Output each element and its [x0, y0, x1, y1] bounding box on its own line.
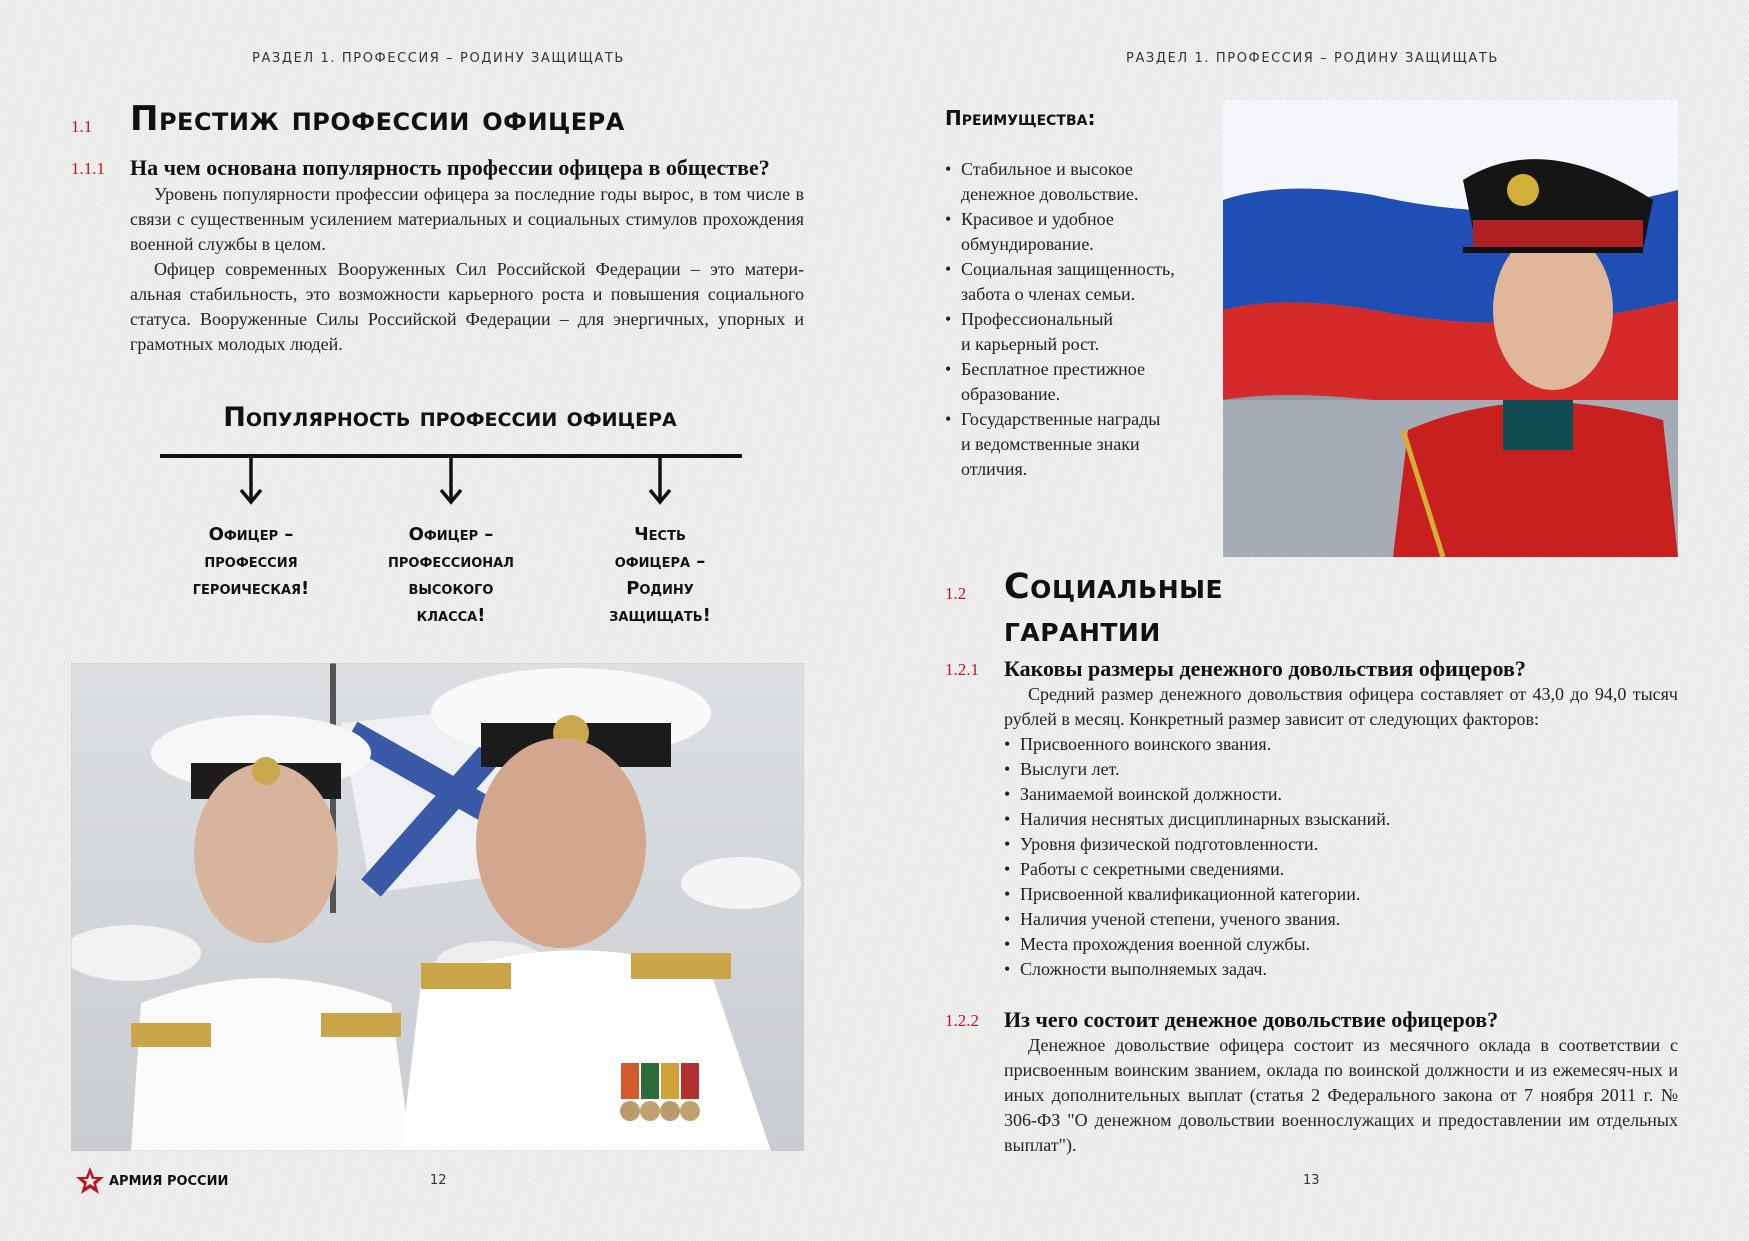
branch-line: класса! [416, 605, 486, 626]
list-item: • Присвоенной квалификационной категории. [1004, 882, 1678, 907]
subsection-number: 1.1.1 [71, 159, 105, 178]
list-item: • Наличия неснятых дисциплинарных взысканий. [1004, 807, 1678, 832]
list-item: • Профессиональный и карьерный рост. [945, 307, 1195, 357]
list-item: • Социальная защищенность, забота о членах семьи. [945, 257, 1195, 307]
branch-line: Офицер – [208, 524, 294, 545]
diagram-arrows [150, 448, 750, 508]
subsection-title-2: Из чего состоит денежное довольствие офицеров? [1004, 1007, 1499, 1032]
subsection-title: На чем основана популярность профессии офицера в обществе? [130, 155, 770, 180]
diagram-title: Популярность профессии офицера [223, 402, 677, 433]
factors-list [1004, 732, 1678, 982]
salary-composition-text [1004, 1033, 1678, 1158]
branch-line: профессионал [388, 551, 514, 572]
list-item: • Уровня физической подготовленности. [1004, 832, 1678, 857]
section-title: Престиж профессии офицера [130, 99, 625, 139]
diagram-branch-heroic [161, 521, 341, 602]
branch-line: героическая! [192, 578, 310, 599]
list-item: • Занимаемой воинской должности. [1004, 782, 1678, 807]
branch-line: Офицер – [408, 524, 494, 545]
list-item: • Места прохождения военной службы. [1004, 932, 1678, 957]
paragraph: Средний размер денежного довольствия офицера составляет от 43,0 до 94,0 тысяч рублей в месяц. Конкретный размер зависит от следующих факторов: [1004, 684, 1678, 729]
diagram-branch-honor [570, 521, 750, 629]
running-header-right: РАЗДЕЛ 1. ПРОФЕССИЯ – РОДИНУ ЗАЩИЩАТЬ [1126, 51, 1499, 66]
page-number-left: 12 [430, 1173, 447, 1188]
subsection-number-2: 1.2.2 [945, 1011, 979, 1030]
branch-line: Честь [634, 524, 686, 545]
red-star-icon [75, 1166, 105, 1196]
list-item: • Государственные награды и ведомственные знаки отличия. [945, 407, 1195, 482]
salary-intro [1004, 682, 1678, 732]
section-title-2 [1004, 566, 1223, 652]
list-item: • Наличия ученой степени, ученого звания. [1004, 907, 1678, 932]
advantages-list [945, 157, 1195, 482]
footer-logo [75, 1166, 228, 1196]
title-line: гарантии [1004, 610, 1161, 650]
advantages-title: Преимущества: [945, 106, 1096, 130]
page-number-right: 13 [1303, 1173, 1320, 1188]
title-line: Социальные [1004, 567, 1224, 607]
navy-officers-photo [71, 663, 804, 1151]
branch-line: защищать! [609, 605, 711, 626]
branch-line: Родину [626, 578, 694, 599]
subsection-number-1: 1.2.1 [945, 660, 979, 679]
list-item: • Присвоенного воинского звания. [1004, 732, 1678, 757]
logo-text: АРМИЯ РОССИИ [109, 1173, 229, 1189]
officer-flag-photo [1223, 100, 1678, 557]
running-header-left: РАЗДЕЛ 1. ПРОФЕССИЯ – РОДИНУ ЗАЩИЩАТЬ [252, 51, 625, 66]
section-number-2: 1.2 [945, 584, 967, 603]
intro-text [130, 182, 804, 357]
branch-line: офицера – [614, 551, 706, 572]
subsection-title-1: Каковы размеры денежного довольствия офицеров? [1004, 656, 1526, 681]
paragraph: Офицер современных Вооруженных Сил Российской Федерации – это матери-альная стабильность, это возможности карьерного роста и повышения социального статуса. Вооруженные Силы Российской Федерации – для энергичных, упорных и грамотных молодых людей. [130, 259, 804, 354]
list-item: • Стабильное и высокое денежное довольствие. [945, 157, 1195, 207]
paragraph: Уровень популярности профессии офицера за последние годы вырос, в том числе в связи с существенным усилением материальных и социальных стимулов прохождения военной службы в целом. [130, 184, 804, 254]
paragraph: Денежное довольствие офицера состоит из месячного оклада в соответствии с присвоенным воинским званием, оклада по воинской должности и из ежемесяч-ных и иных дополнительных выплат (статья 2 Федерального закона от 7 ноября 2011 г. № 306-ФЗ "О денежном довольствии военнослужащих и предоставлении им отдельных выплат"). [1004, 1035, 1678, 1155]
section-number: 1.1 [71, 117, 93, 136]
branch-line: высокого [408, 578, 494, 599]
list-item: • Выслуги лет. [1004, 757, 1678, 782]
list-item: • Красивое и удобное обмундирование. [945, 207, 1195, 257]
list-item: • Бесплатное престижное образование. [945, 357, 1195, 407]
list-item: • Работы с секретными сведениями. [1004, 857, 1678, 882]
diagram-branch-professional [361, 521, 541, 629]
branch-line: профессия [204, 551, 298, 572]
list-item: • Сложности выполняемых задач. [1004, 957, 1678, 982]
